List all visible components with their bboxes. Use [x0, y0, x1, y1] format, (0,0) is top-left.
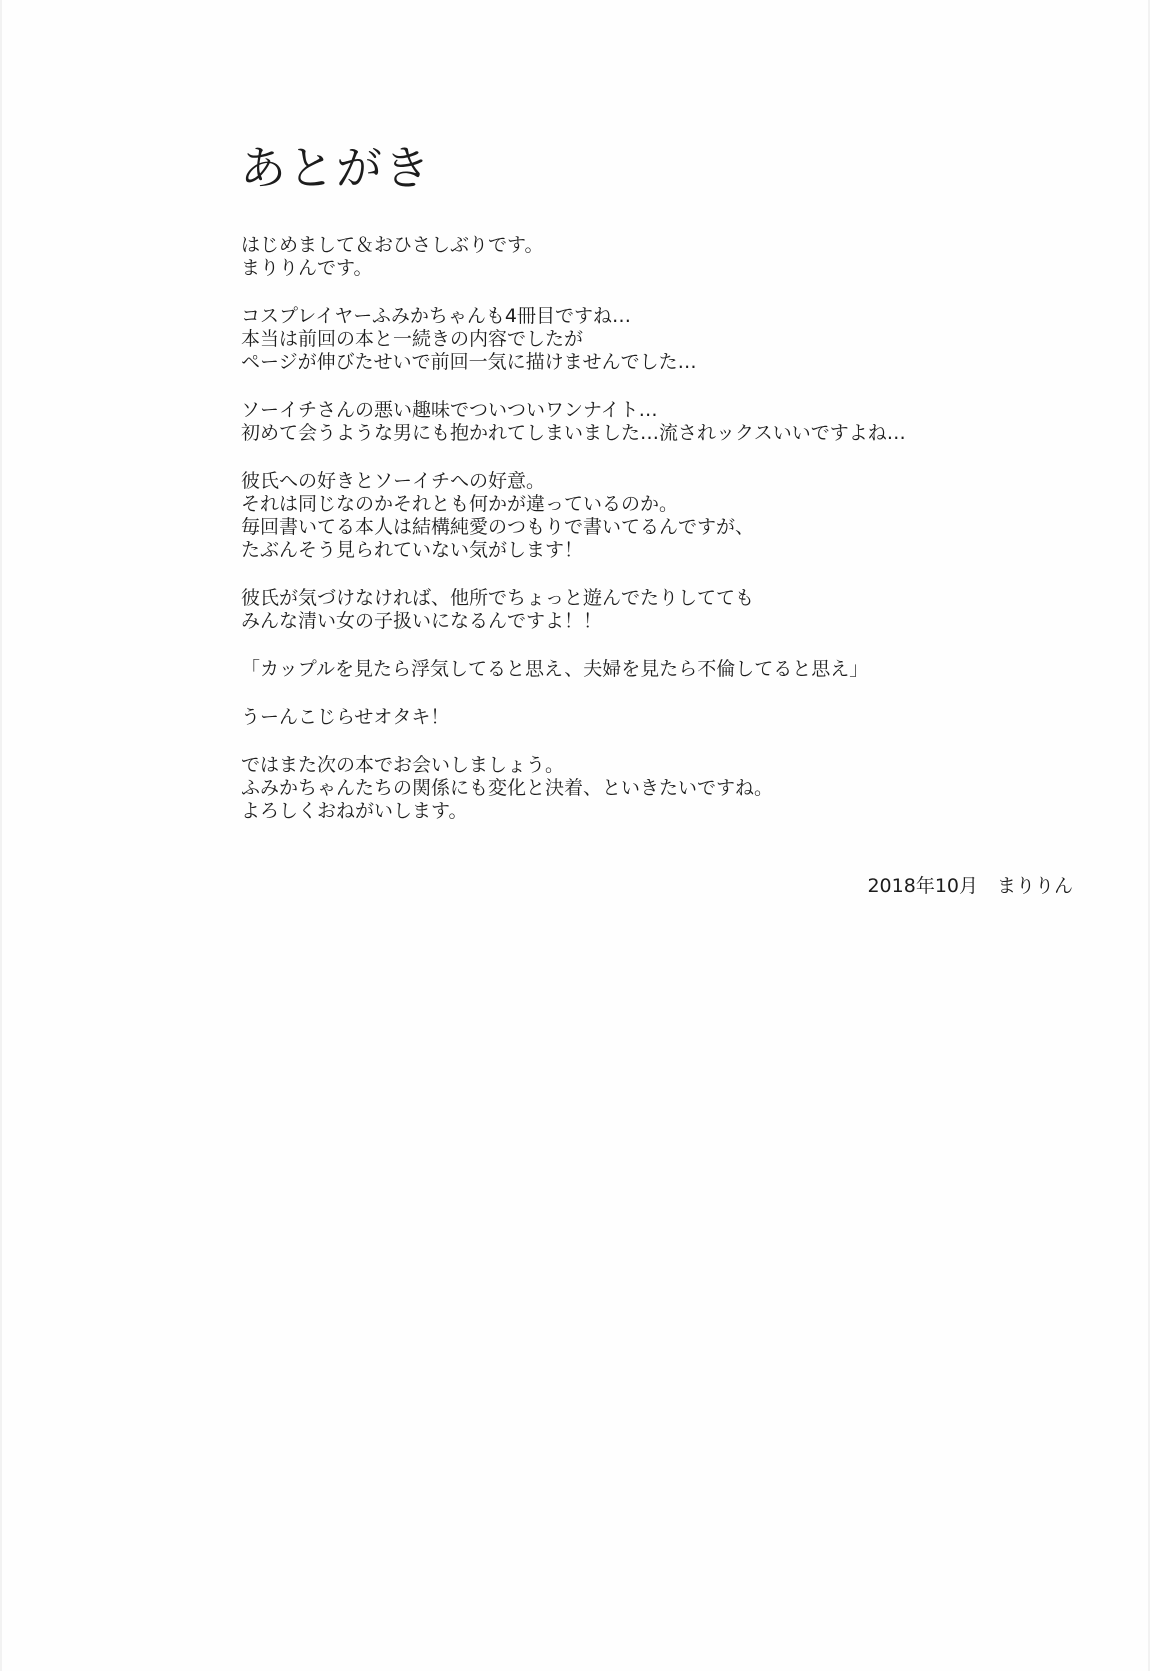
- text-line: ではまた次の本でお会いしましょう。: [241, 754, 565, 776]
- paragraph-closing: [241, 754, 1101, 823]
- page-title: あとがき: [240, 141, 432, 195]
- text-line: 彼氏への好きとソーイチへの好意。: [241, 470, 546, 492]
- paragraph-greeting: [241, 234, 1101, 280]
- text-line: 「カップルを見たら浮気してると思え、夫婦を見たら不倫してると思え」: [241, 658, 869, 680]
- scan-edge-left: [0, 0, 2, 1671]
- text-line: はじめまして＆おひさしぶりです。: [241, 234, 544, 256]
- text-line: うーんこじらせオタキ！: [241, 706, 450, 728]
- paragraph-boyfriend: [241, 587, 1101, 633]
- text-line: たぶんそう見られていない気がします！: [241, 539, 584, 561]
- text-line: ソーイチさんの悪い趣味でついついワンナイト…: [241, 399, 658, 421]
- text-line: みんな清い女の子扱いになるんですよ！！: [241, 610, 603, 632]
- text-line: 彼氏が気づけなければ、他所でちょっと遊んでたりしてても: [241, 587, 755, 609]
- text-line: ふみかちゃんたちの関係にも変化と決着、といきたいですね。: [241, 777, 774, 799]
- paragraph-story: [241, 399, 1101, 445]
- signature-date-author: 2018年10月 まりりん: [867, 875, 1073, 897]
- text-line: それは同じなのかそれとも何かが違っているのか。: [241, 493, 679, 515]
- paragraph-volume: [241, 305, 1101, 374]
- afterword-body: [241, 234, 1101, 848]
- paragraph-feelings: [241, 470, 1101, 562]
- text-line: 初めて会うような男にも抱かれてしまいました…流されックスいいですよね…: [241, 422, 906, 444]
- paragraph-quote: [241, 658, 1101, 681]
- text-line: よろしくおねがいします。: [241, 800, 468, 822]
- text-line: 本当は前回の本と一続きの内容でしたが: [241, 328, 584, 350]
- text-line: ページが伸びたせいで前回一気に描けませんでした…: [241, 351, 697, 373]
- text-line: 毎回書いてる本人は結構純愛のつもりで書いてるんですが、: [241, 516, 755, 538]
- text-line: コスプレイヤーふみかちゃんも4冊目ですね…: [241, 305, 631, 327]
- paragraph-exclaim: [241, 706, 1101, 729]
- text-line: まりりんです。: [241, 257, 373, 279]
